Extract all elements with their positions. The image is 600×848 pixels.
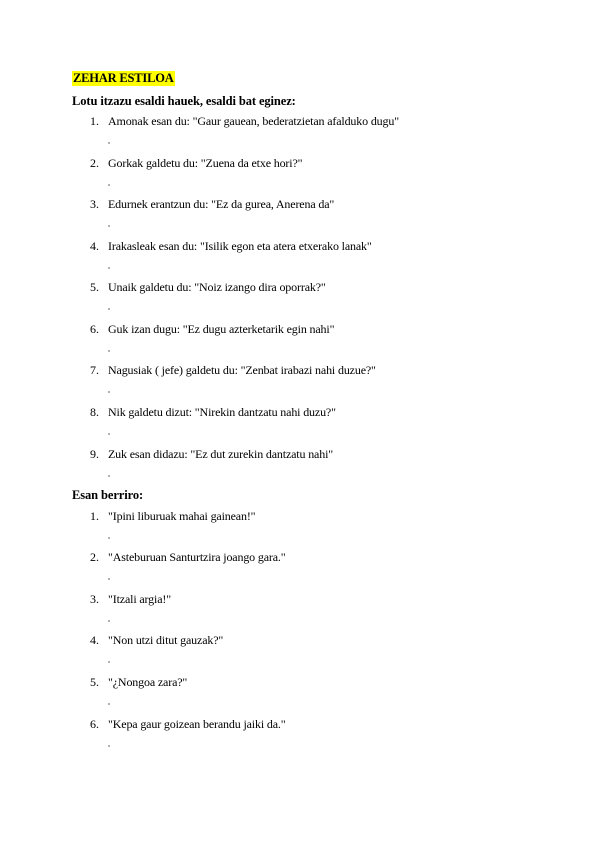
answer-placeholder-mark: [108, 350, 110, 352]
item-number: 4.: [90, 239, 99, 253]
item-text: "Ipini liburuak mahai gainean!": [108, 509, 256, 523]
item-text: "Non utzi ditut gauzak?": [108, 633, 224, 647]
item-text: Edurnek erantzun du: "Ez da gurea, Anerena da": [108, 197, 335, 211]
item-text: Amonak esan du: "Gaur gauean, bederatzietan afalduko dugu": [108, 114, 399, 128]
item-text: Nik galdetu dizut: "Nirekin dantzatu nahi duzu?": [108, 405, 336, 419]
answer-placeholder-mark: [108, 661, 110, 663]
item-number: 7.: [90, 363, 99, 377]
item-number: 5.: [90, 675, 99, 689]
answer-placeholder-mark: [108, 745, 110, 747]
list-item: [0, 674, 600, 690]
list-item: [0, 446, 600, 462]
answer-placeholder-mark: [108, 578, 110, 580]
list-item: [0, 238, 600, 254]
answer-placeholder-mark: [108, 475, 110, 477]
item-text: Zuk esan didazu: "Ez dut zurekin dantzatu nahi": [108, 447, 333, 461]
answer-placeholder-mark: [108, 267, 110, 269]
item-number: 5.: [90, 280, 99, 294]
answer-placeholder-mark: [108, 703, 110, 705]
list-item: [0, 113, 600, 129]
item-number: 2.: [90, 156, 99, 170]
item-number: 4.: [90, 633, 99, 647]
answer-placeholder-mark: [108, 391, 110, 393]
answer-placeholder-mark: [108, 433, 110, 435]
list-item: [0, 155, 600, 171]
item-text: "Asteburuan Santurtzira joango gara.": [108, 550, 286, 564]
item-number: 8.: [90, 405, 99, 419]
item-text: Nagusiak ( jefe) galdetu du: "Zenbat irabazi nahi duzue?": [108, 363, 376, 377]
item-number: 9.: [90, 447, 99, 461]
section-heading-lotu: Lotu itzazu esaldi hauek, esaldi bat eginez:: [72, 94, 296, 108]
list-item: [0, 196, 600, 212]
answer-placeholder-mark: [108, 184, 110, 186]
answer-placeholder-mark: [108, 225, 110, 227]
item-text: Irakasleak esan du: "Isilik egon eta atera etxerako lanak": [108, 239, 372, 253]
item-text: "Itzali argia!": [108, 592, 171, 606]
list-item: [0, 279, 600, 295]
item-number: 6.: [90, 717, 99, 731]
item-number: 1.: [90, 509, 99, 523]
list-item: [0, 632, 600, 648]
list-item: [0, 591, 600, 607]
answer-placeholder-mark: [108, 142, 110, 144]
answer-placeholder-mark: [108, 620, 110, 622]
item-number: 2.: [90, 550, 99, 564]
list-item: [0, 321, 600, 337]
item-text: Gorkak galdetu du: "Zuena da etxe hori?": [108, 156, 303, 170]
item-text: Unaik galdetu du: "Noiz izango dira oporrak?": [108, 280, 326, 294]
list-item: [0, 362, 600, 378]
item-number: 3.: [90, 197, 99, 211]
item-number: 6.: [90, 322, 99, 336]
section-heading-esan-berriro: Esan berriro:: [72, 488, 144, 502]
item-number: 1.: [90, 114, 99, 128]
item-text: "¿Nongoa zara?": [108, 675, 188, 689]
item-number: 3.: [90, 592, 99, 606]
list-item: [0, 549, 600, 565]
item-text: Guk izan dugu: "Ez dugu azterketarik egin nahi": [108, 322, 335, 336]
list-item: [0, 716, 600, 732]
list-item: [0, 508, 600, 524]
list-item: [0, 404, 600, 420]
answer-placeholder-mark: [108, 308, 110, 310]
item-text: "Kepa gaur goizean berandu jaiki da.": [108, 717, 286, 731]
answer-placeholder-mark: [108, 537, 110, 539]
document-title: ZEHAR ESTILOA: [73, 71, 174, 85]
